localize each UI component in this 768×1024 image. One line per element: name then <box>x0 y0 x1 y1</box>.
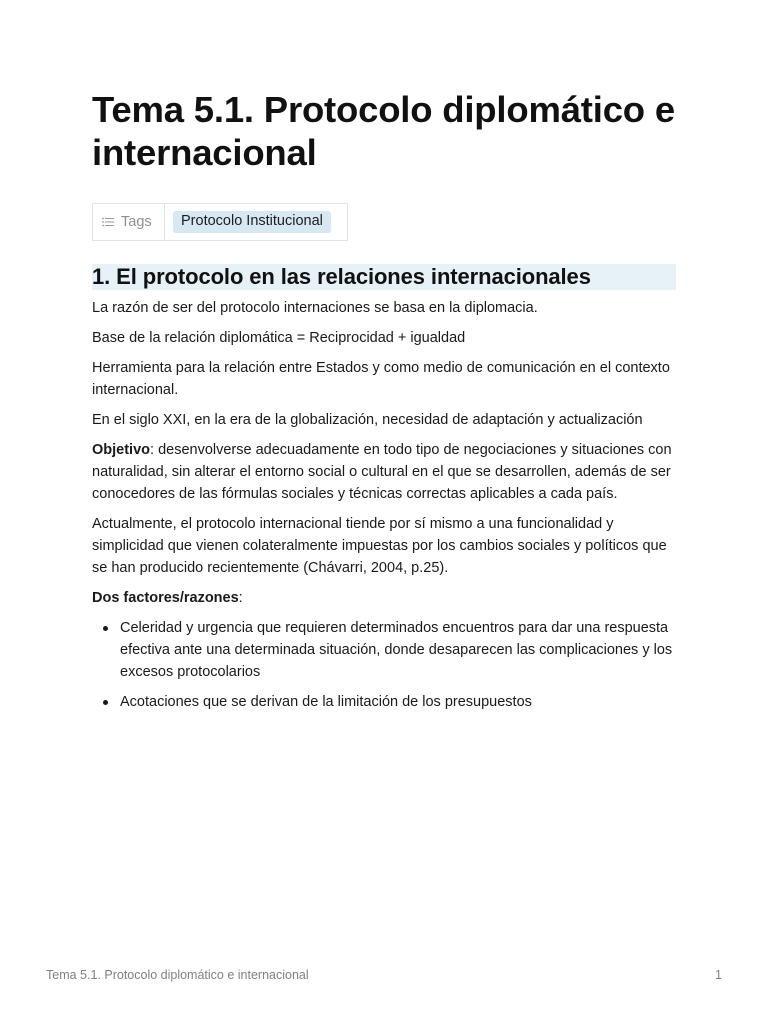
list-item <box>120 617 676 683</box>
objetivo-label: Objetivo <box>92 442 151 458</box>
factores-colon: : <box>238 590 243 606</box>
bullet-icon <box>103 700 108 705</box>
footer-title: Tema 5.1. Protocolo diplomático e internacional <box>46 968 309 982</box>
document-body <box>92 88 676 721</box>
list-item-text: Celeridad y urgencia que requieren determinados encuentros para dar una respuesta efectiva ante una determinada situación, donde desaparecen las complicaciones y los excesos protocolarios <box>120 620 673 680</box>
objetivo-text: : desenvolverse adecuadamente en todo tipo de negociaciones y situaciones con naturalidad, sin alterar el entorno social o cultural en el que se desarrollen, además de ser conocedores de las fórmulas sociales y técnicas correctas aplicables a cada país. <box>92 442 672 502</box>
objetivo-paragraph <box>92 439 676 505</box>
factores-label: Dos factores/razones <box>92 590 239 606</box>
tags-property-key <box>93 204 165 240</box>
paragraph: Herramienta para la relación entre Estados y como medio de comunicación en el contexto internacional. <box>92 360 670 398</box>
paragraph: La razón de ser del protocolo internaciones se basa en la diplomacia. <box>92 300 538 316</box>
paragraph: Base de la relación diplomática = Reciprocidad + igualdad <box>92 330 466 346</box>
list-item-text: Acotaciones que se derivan de la limitación de los presupuestos <box>120 694 532 710</box>
tags-label: Tags <box>121 214 152 230</box>
list-item <box>120 691 676 713</box>
tags-property-value <box>165 204 347 240</box>
bullet-list <box>92 617 676 713</box>
tag-chip[interactable]: Protocolo Institucional <box>173 211 331 233</box>
factores-paragraph <box>92 587 676 609</box>
page-number: 1 <box>715 968 722 982</box>
paragraph: En el siglo XXI, en la era de la globalización, necesidad de adaptación y actualización <box>92 412 643 428</box>
properties-table <box>92 203 348 241</box>
list-icon <box>102 215 114 231</box>
section-heading: 1. El protocolo en las relaciones internacionales <box>92 264 676 290</box>
bullet-icon <box>103 626 108 631</box>
paragraph: Actualmente, el protocolo internacional tiende por sí mismo a una funcionalidad y simplicidad que vienen colateralmente impuestas por los cambios sociales y políticos que se han producido recientemente (Chávarri, 2004, p.25). <box>92 516 667 576</box>
page-title: Tema 5.1. Protocolo diplomático e internacional <box>92 89 675 173</box>
